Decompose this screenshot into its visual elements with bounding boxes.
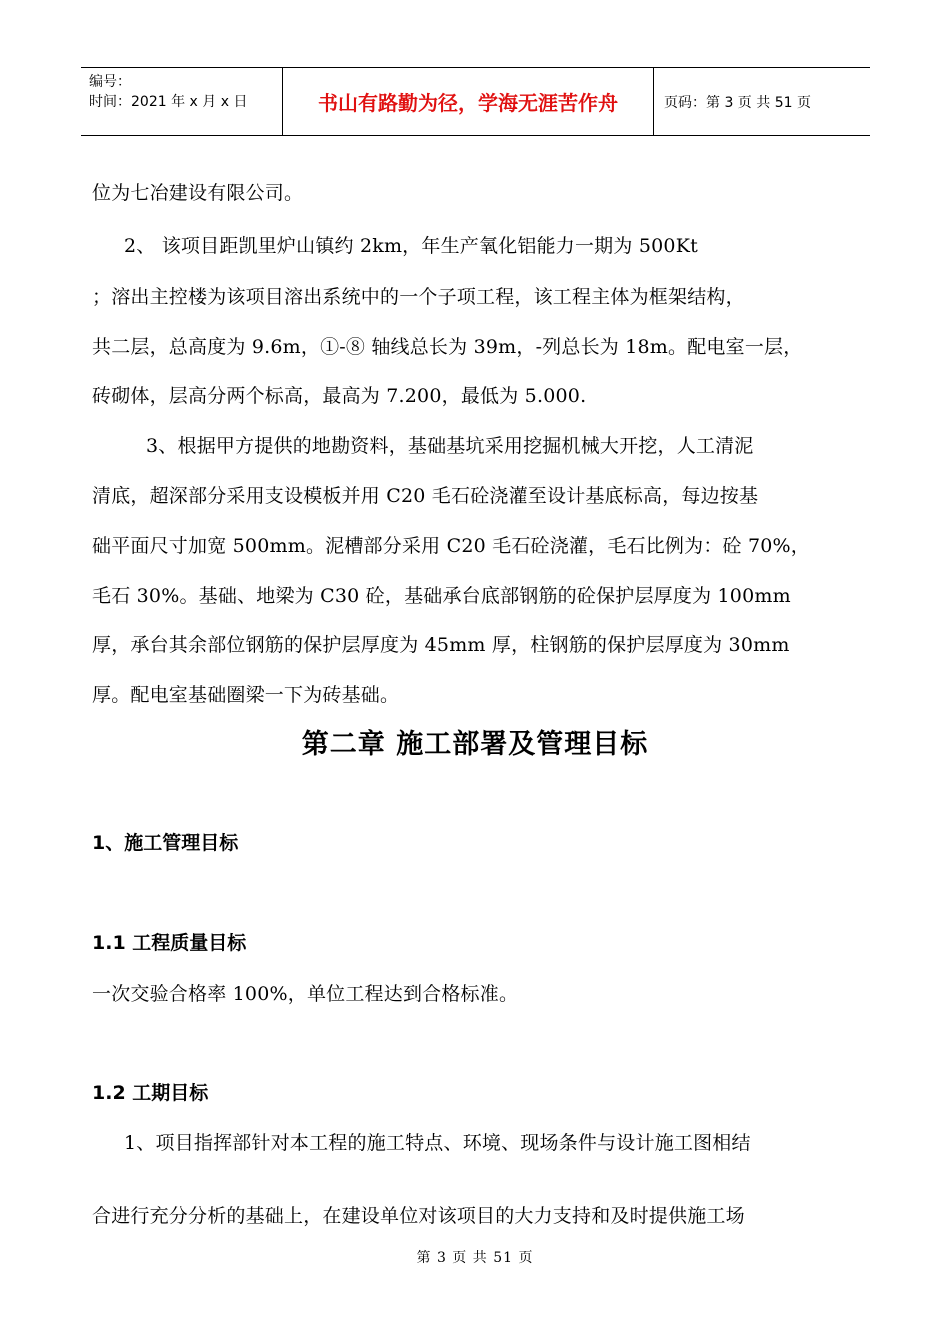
paragraph-line: 础平面尺寸加宽 500mm。泥槽部分采用 C20 毛石砼浇灌，毛石比例为：砼 70%， xyxy=(92,535,811,557)
paragraph-line: 清底，超深部分采用支设模板并用 C20 毛石砼浇灌至设计基底标高，每边按基 xyxy=(92,485,759,507)
subsection-heading: 1.1 工程质量目标 xyxy=(92,932,247,954)
chapter-title: 第二章 施工部署及管理目标 xyxy=(301,729,649,760)
document-date: 时间：2021 年 x 月 x 日 xyxy=(89,94,248,110)
paragraph-line: 厚，承台其余部位钢筋的保护层厚度为 45mm 厚，柱钢筋的保护层厚度为 30mm xyxy=(92,634,790,656)
paragraph-line: 位为七冶建设有限公司。 xyxy=(92,182,304,204)
paragraph-line: 1、项目指挥部针对本工程的施工特点、环境、现场条件与设计施工图相结 xyxy=(124,1132,751,1154)
paragraph-line: 一次交验合格率 100%，单位工程达到合格标准。 xyxy=(92,983,519,1005)
subsection-heading: 1.2 工期目标 xyxy=(92,1082,209,1104)
header-meta xyxy=(81,68,282,135)
header-motto: 书山有路勤为径，学海无涯苦作舟 xyxy=(282,68,654,135)
paragraph-line: 合进行充分分析的基础上，在建设单位对该项目的大力支持和及时提供施工场 xyxy=(92,1205,745,1227)
section-heading: 1、施工管理目标 xyxy=(92,832,239,854)
paragraph-line: 2、 该项目距凯里炉山镇约 2km，年生产氧化铝能力一期为 500Kt xyxy=(124,235,698,257)
paragraph-line: 3、根据甲方提供的地勘资料，基础基坑采用挖掘机械大开挖，人工清泥 xyxy=(146,435,754,457)
header-page-number: 页码：第 3 页 共 51 页 xyxy=(664,94,811,111)
paragraph-line: 砖砌体，层高分两个标高，最高为 7.200，最低为 5.000. xyxy=(92,385,587,407)
page-header xyxy=(81,67,870,136)
paragraph-line: 厚。配电室基础圈梁一下为砖基础。 xyxy=(92,684,400,706)
paragraph-line: 共二层，总高度为 9.6m，①-⑧ 轴线总长为 39m，-列总长为 18m。配电室一层， xyxy=(92,336,803,358)
paragraph-line: 毛石 30%。基础、地梁为 C30 砼，基础承台底部钢筋的砼保护层厚度为 100mm xyxy=(92,585,791,607)
page-footer: 第 3 页 共 51 页 xyxy=(416,1250,534,1266)
document-number: 编号： xyxy=(89,74,131,90)
paragraph-line: ；溶出主控楼为该项目溶出系统中的一个子项工程，该工程主体为框架结构， xyxy=(92,286,745,308)
